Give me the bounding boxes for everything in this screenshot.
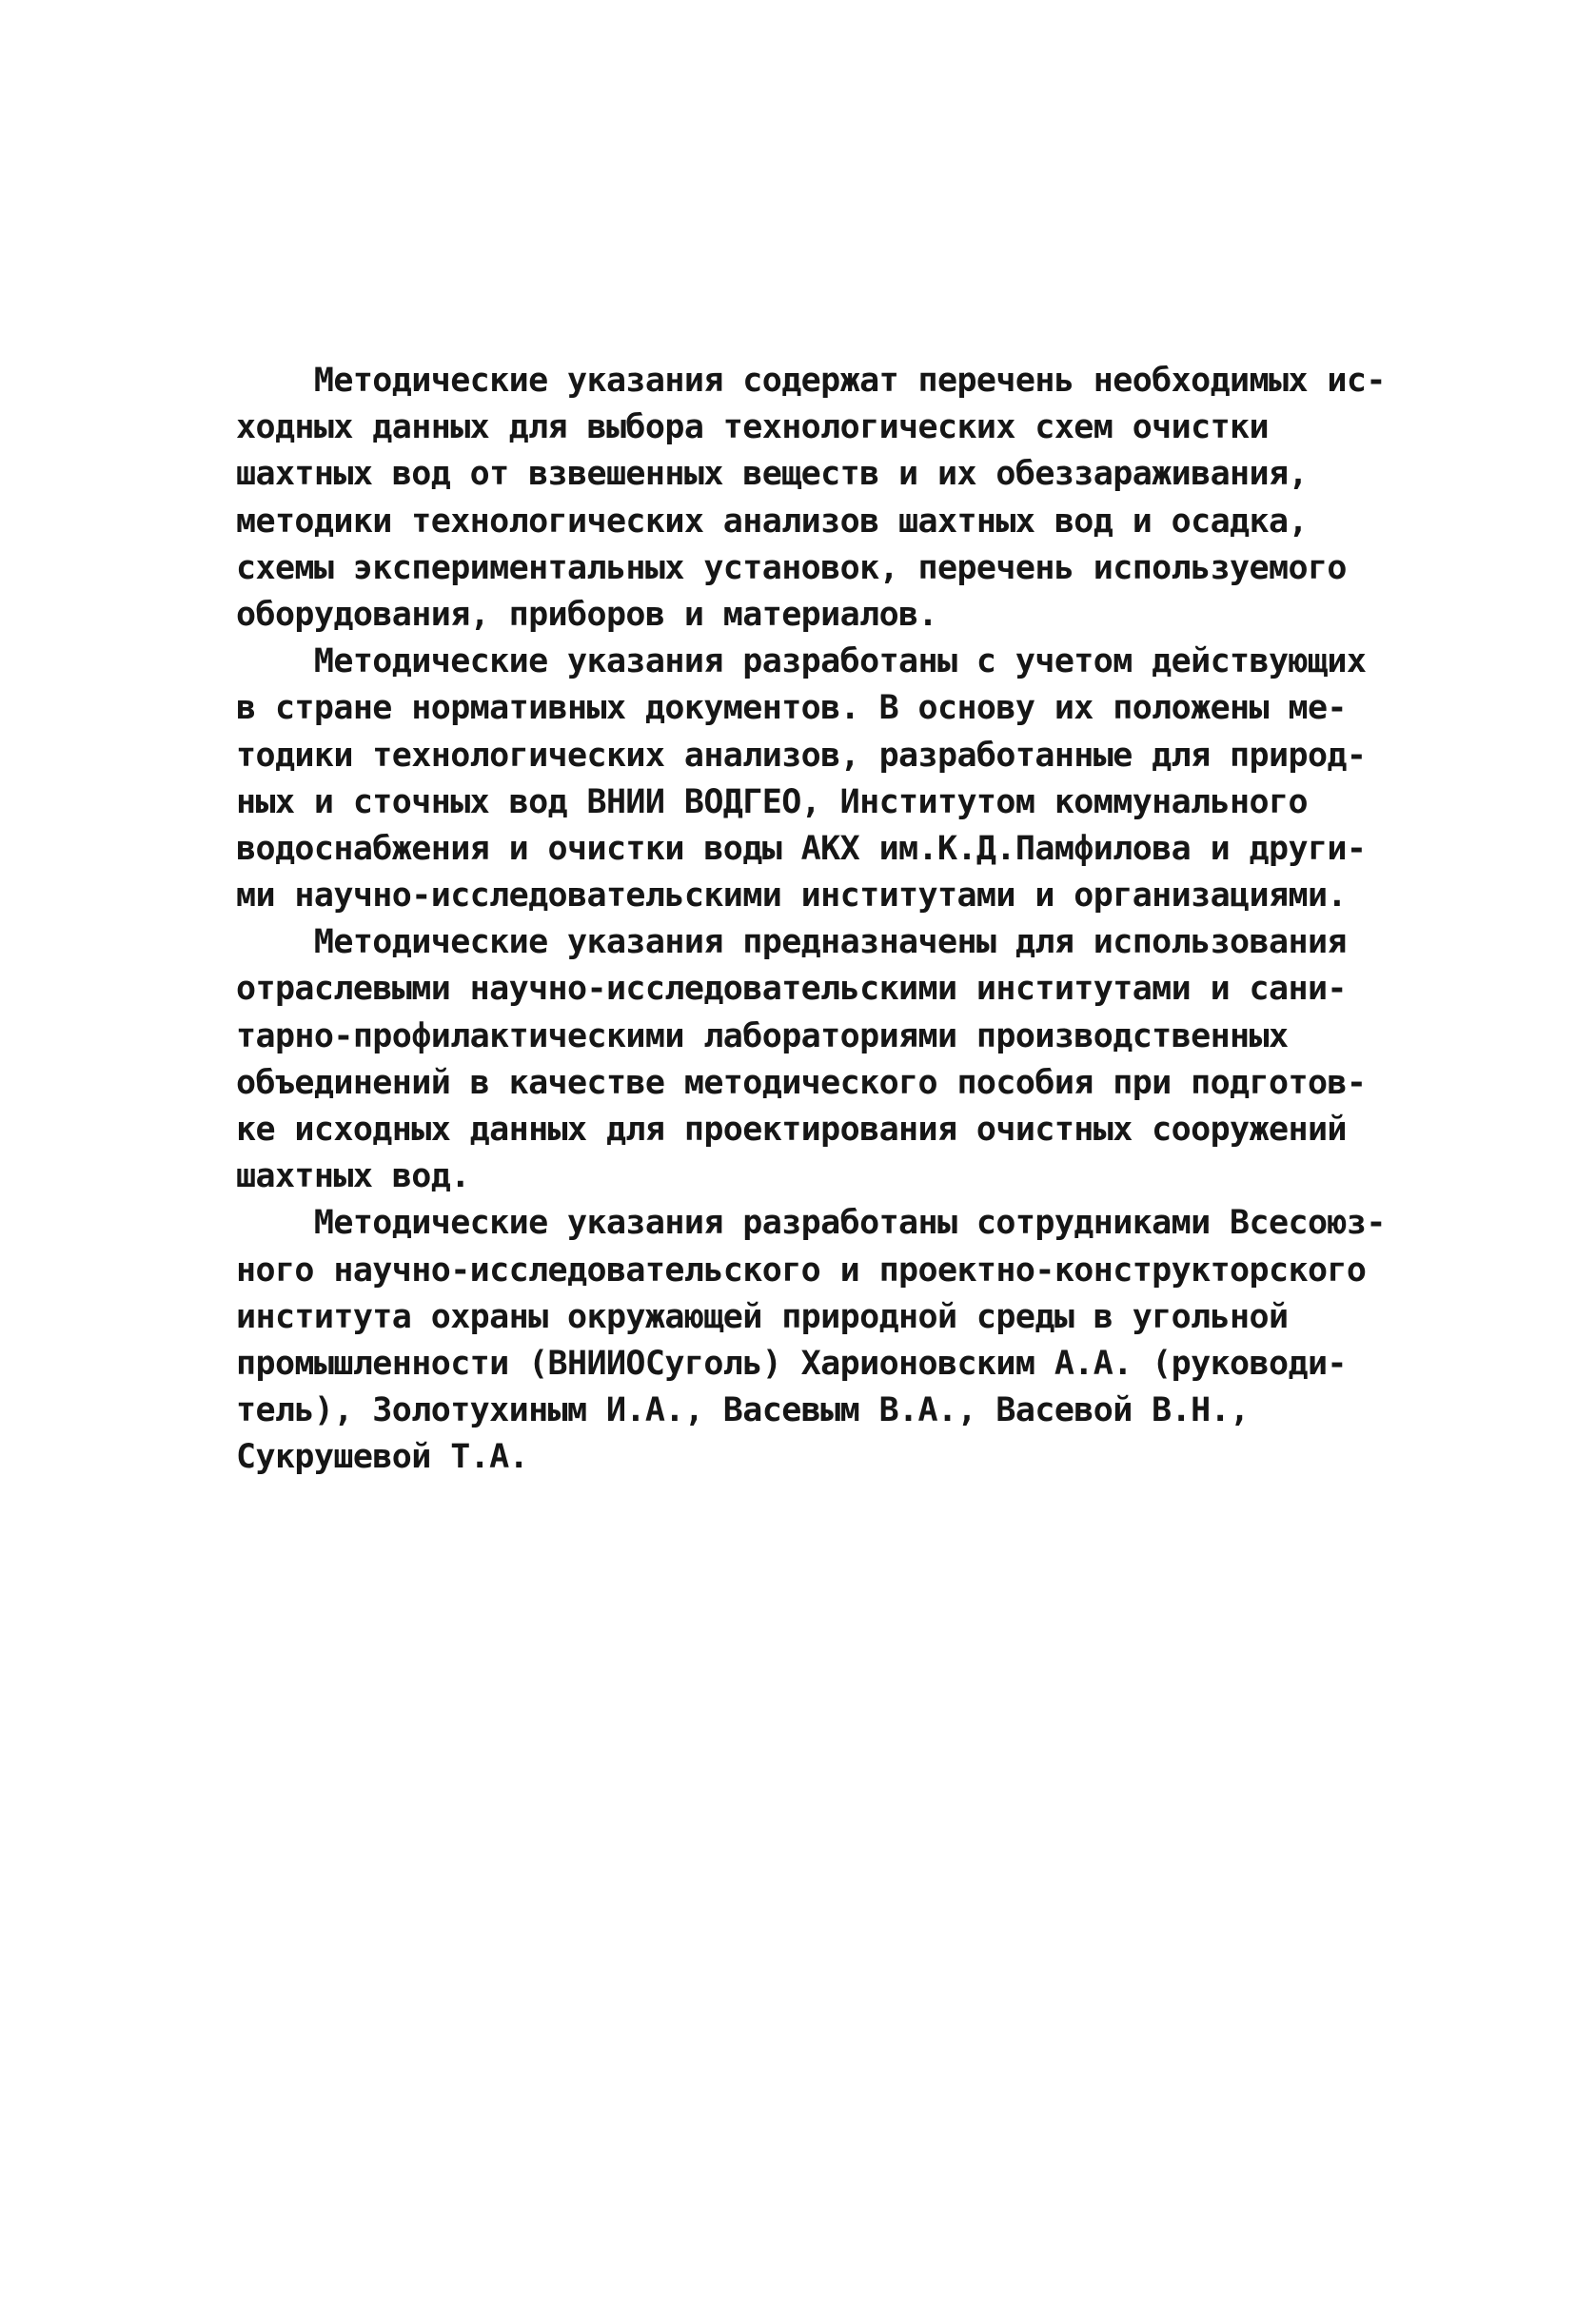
text-line: промышленности (ВНИИОСуголь) Харионовским А.А. (руководи-: [236, 1344, 1347, 1383]
text-line: Методические указания предназначены для использования: [236, 923, 1347, 962]
text-line: Сукрушевой Т.А.: [236, 1438, 529, 1477]
text-line: ке исходных данных для проектирования очистных сооружений: [236, 1111, 1347, 1149]
text-line: методики технологических анализов шахтных вод и осадка,: [236, 502, 1308, 541]
paragraph-2: [236, 639, 1388, 919]
text-line: тарно-профилактическими лабораториями производственных: [236, 1016, 1289, 1055]
text-line: Методические указания разработаны с учетом действующих: [236, 642, 1367, 681]
text-line: Методические указания разработаны сотрудниками Всесоюз-: [236, 1204, 1386, 1243]
text-line: оборудования, приборов и материалов.: [236, 595, 937, 634]
text-line: шахтных вод.: [236, 1157, 470, 1196]
text-line: ных и сточных вод ВНИИ ВОДГЕО, Институтом коммунального: [236, 782, 1308, 821]
text-line: института охраны окружающей природной среды в угольной: [236, 1297, 1289, 1336]
text-line: шахтных вод от взвешенных веществ и их обеззараживания,: [236, 455, 1308, 494]
text-line: тодики технологических анализов, разработанные для природ-: [236, 736, 1367, 775]
text-line: тель), Золотухиным И.А., Васевым В.А., Васевой В.Н.,: [236, 1391, 1250, 1430]
text-line: ходных данных для выбора технологических схем очистки: [236, 408, 1270, 447]
text-line: ми научно-исследовательскими институтами и организациями.: [236, 876, 1347, 916]
paragraph-1: [236, 358, 1388, 639]
text-line: объединений в качестве методического пособия при подготов-: [236, 1063, 1367, 1102]
text-line: схемы экспериментальных установок, перечень используемого: [236, 548, 1347, 587]
paragraph-3: [236, 919, 1388, 1200]
text-line: в стране нормативных документов. В основу их положены ме-: [236, 689, 1347, 728]
document-body: [236, 358, 1388, 1482]
paragraph-4: [236, 1200, 1388, 1481]
text-line: водоснабжения и очистки воды АКХ им.К.Д.Памфилова и други-: [236, 829, 1367, 868]
text-line: отраслевыми научно-исследовательскими институтами и сани-: [236, 970, 1347, 1009]
text-line: Методические указания содержат перечень необходимых ис-: [236, 362, 1386, 400]
text-line: ного научно-исследовательского и проектно-конструкторского: [236, 1250, 1367, 1290]
